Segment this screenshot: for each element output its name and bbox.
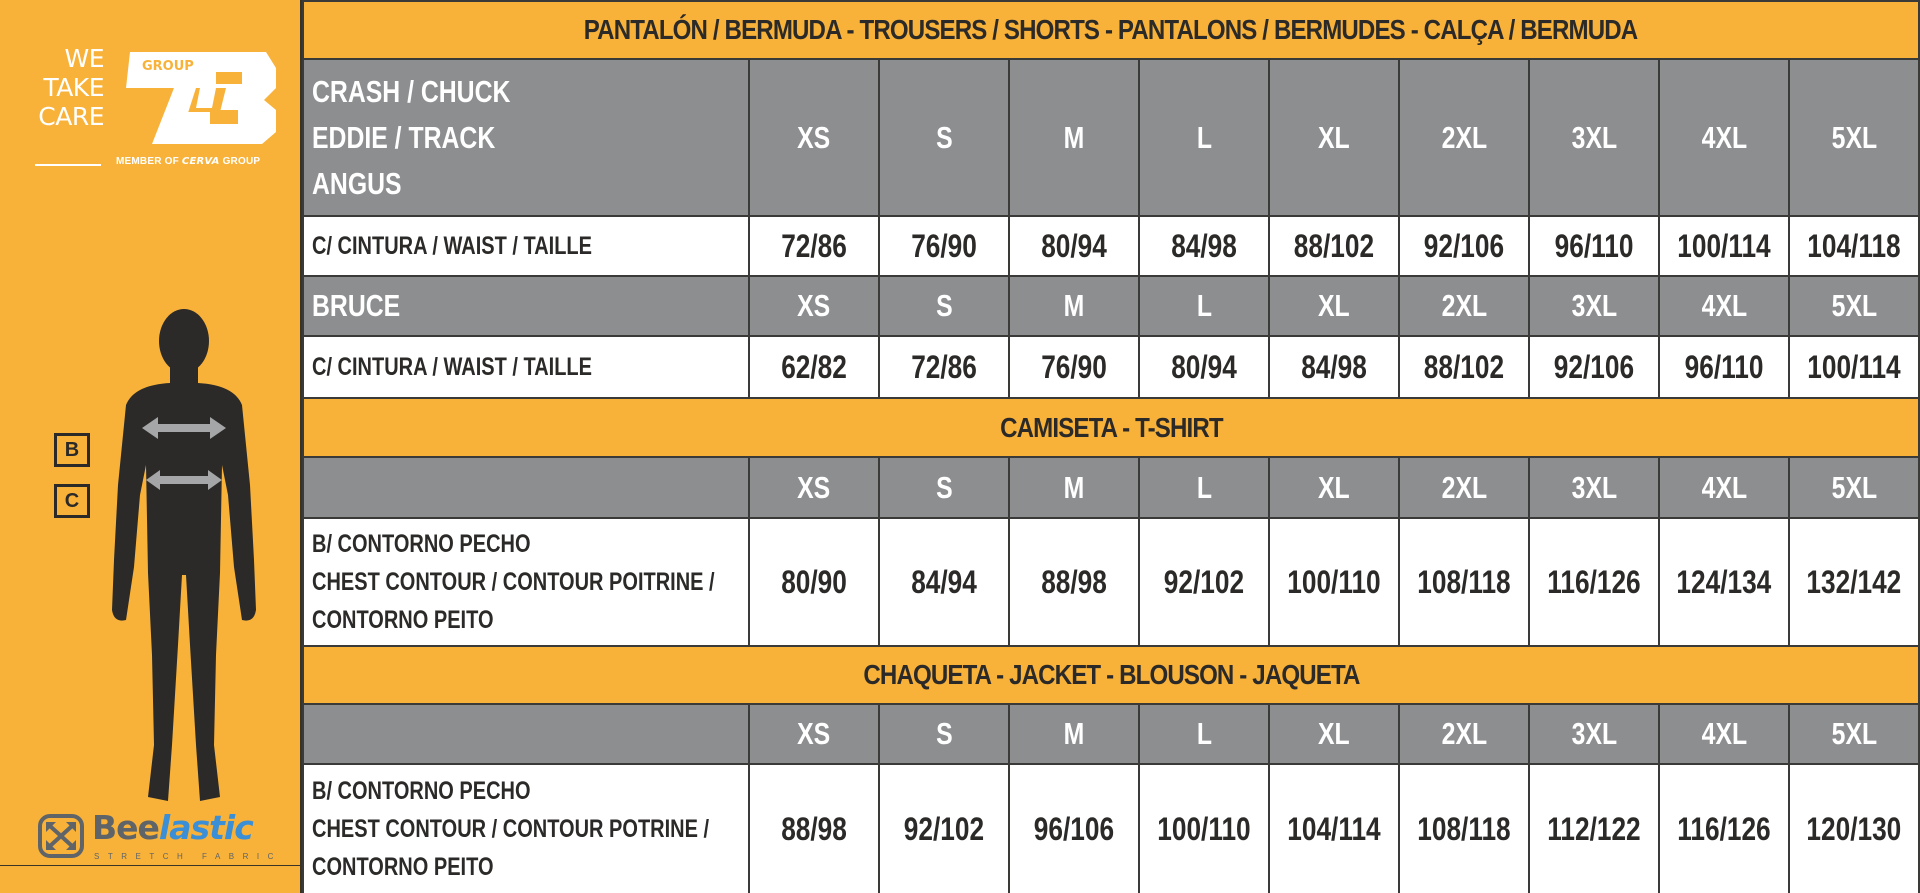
value-cell: 132/142	[1789, 518, 1919, 646]
size-header: S	[879, 704, 1009, 764]
jacket-title: CHAQUETA - JACKET - BLOUSON - JAQUETA	[862, 659, 1360, 690]
value-cell: 100/110	[1269, 518, 1399, 646]
value-cell: 124/134	[1659, 518, 1789, 646]
value-cell: 92/102	[1139, 518, 1269, 646]
size-table	[302, 0, 1920, 893]
tagline-line: CARE	[38, 102, 104, 131]
size-header: XL	[1269, 276, 1399, 336]
tagline-line: WE	[64, 44, 104, 73]
size-header: XS	[749, 59, 879, 216]
size-header: 3XL	[1529, 59, 1659, 216]
model-name: ANGUS	[312, 165, 402, 201]
value-cell: 76/90	[879, 216, 1009, 276]
svg-text:GROUP: GROUP	[142, 59, 194, 74]
cerva-brand: CERVA	[181, 156, 220, 167]
value-cell: 80/94	[1139, 336, 1269, 398]
member-suffix: GROUP	[222, 156, 261, 167]
size-header-row	[303, 704, 1919, 764]
measure-label: C/ CINTURA / WAIST / TAILLE	[303, 336, 749, 398]
size-header: 4XL	[1659, 457, 1789, 518]
size-header: S	[879, 457, 1009, 518]
model-names	[303, 704, 749, 764]
size-chart	[302, 0, 1920, 893]
sidebar	[0, 0, 302, 893]
value-cell: 84/98	[1269, 336, 1399, 398]
size-header: M	[1009, 276, 1139, 336]
value-cell: 108/118	[1399, 518, 1529, 646]
size-header: 4XL	[1659, 59, 1789, 216]
value-cell: 80/90	[749, 518, 879, 646]
value-cell: 100/114	[1659, 216, 1789, 276]
value-cell: 84/94	[879, 518, 1009, 646]
value-cell: 104/114	[1269, 764, 1399, 893]
beelastic-wordmark	[92, 808, 253, 847]
model-name: EDDIE / TRACK	[312, 119, 496, 155]
size-header: XL	[1269, 457, 1399, 518]
table-row	[303, 216, 1919, 276]
size-header: 2XL	[1399, 276, 1529, 336]
body-silhouette-icon	[104, 305, 264, 811]
size-header: S	[879, 59, 1009, 216]
size-header: 5XL	[1789, 457, 1919, 518]
model-name: CRASH / CHUCK	[312, 73, 511, 109]
size-header: XS	[749, 276, 879, 336]
stretch-arrows-icon	[36, 812, 86, 860]
size-header-row	[303, 59, 1919, 216]
size-header: S	[879, 276, 1009, 336]
value-cell: 100/114	[1789, 336, 1919, 398]
value-cell: 112/122	[1529, 764, 1659, 893]
tagline-line: TAKE	[43, 73, 104, 102]
member-prefix: MEMBER OF	[116, 156, 179, 167]
size-header: XS	[749, 457, 879, 518]
model-name: BRUCE	[312, 288, 401, 323]
value-cell: 88/102	[1269, 216, 1399, 276]
model-names	[303, 59, 749, 216]
size-header: L	[1139, 457, 1269, 518]
value-cell: 96/110	[1659, 336, 1789, 398]
beelastic-lastic: lastic	[158, 808, 253, 847]
section-title-trousers	[303, 1, 1919, 59]
size-header: 3XL	[1529, 457, 1659, 518]
size-header-row	[303, 276, 1919, 336]
value-cell: 80/94	[1009, 216, 1139, 276]
measure-label: C/ CINTURA / WAIST / TAILLE	[303, 216, 749, 276]
size-header: 3XL	[1529, 704, 1659, 764]
size-header: 2XL	[1399, 704, 1529, 764]
table-row	[303, 764, 1919, 893]
size-header: L	[1139, 704, 1269, 764]
value-cell: 96/110	[1529, 216, 1659, 276]
size-header: L	[1139, 59, 1269, 216]
trousers-title: PANTALÓN / BERMUDA - TROUSERS / SHORTS - PANTALONS / BERMUDES - CALÇA / BERMUDA	[584, 14, 1638, 45]
size-header: M	[1009, 704, 1139, 764]
size-header-row	[303, 457, 1919, 518]
size-header: 5XL	[1789, 59, 1919, 216]
value-cell: 72/86	[749, 216, 879, 276]
size-header: 3XL	[1529, 276, 1659, 336]
value-cell: 72/86	[879, 336, 1009, 398]
value-cell: 88/102	[1399, 336, 1529, 398]
beelastic-bee: Bee	[92, 808, 159, 847]
size-header: M	[1009, 59, 1139, 216]
size-header: 5XL	[1789, 276, 1919, 336]
value-cell: 120/130	[1789, 764, 1919, 893]
stretch-fabric-caption: STRETCH FABRIC	[94, 852, 282, 861]
value-cell: 92/106	[1399, 216, 1529, 276]
beelastic-logo	[34, 808, 282, 866]
table-row	[303, 336, 1919, 398]
measure-label: B/ CONTORNO PECHO CHEST CONTOUR / CONTOUR POITRINE / CONTORNO PEITO	[303, 518, 749, 646]
size-header: 5XL	[1789, 704, 1919, 764]
tb-group-logo-icon	[116, 48, 276, 144]
value-cell: 88/98	[749, 764, 879, 893]
section-title-tshirt	[303, 398, 1919, 457]
size-header: 4XL	[1659, 704, 1789, 764]
value-cell: 116/126	[1529, 518, 1659, 646]
value-cell: 116/126	[1659, 764, 1789, 893]
value-cell: 84/98	[1139, 216, 1269, 276]
model-names	[303, 276, 749, 336]
size-header: XL	[1269, 59, 1399, 216]
tshirt-title: CAMISETA - T-SHIRT	[999, 411, 1223, 443]
brand-tagline	[28, 44, 104, 131]
size-header: 4XL	[1659, 276, 1789, 336]
tagline-divider	[35, 164, 101, 166]
value-cell: 108/118	[1399, 764, 1529, 893]
value-cell: 104/118	[1789, 216, 1919, 276]
size-header: 2XL	[1399, 457, 1529, 518]
measure-label-b: B	[54, 433, 90, 467]
size-header: XL	[1269, 704, 1399, 764]
size-header: XS	[749, 704, 879, 764]
brand-block	[28, 44, 278, 174]
size-header: L	[1139, 276, 1269, 336]
value-cell: 100/110	[1139, 764, 1269, 893]
measure-label-c: C	[54, 484, 90, 518]
value-cell: 92/102	[879, 764, 1009, 893]
model-names	[303, 457, 749, 518]
value-cell: 62/82	[749, 336, 879, 398]
measure-label: B/ CONTORNO PECHO CHEST CONTOUR / CONTOUR POTRINE / CONTORNO PEITO	[303, 764, 749, 893]
table-row	[303, 518, 1919, 646]
member-of-cerva	[116, 156, 260, 167]
size-header: 2XL	[1399, 59, 1529, 216]
value-cell: 92/106	[1529, 336, 1659, 398]
section-title-jacket	[303, 646, 1919, 704]
sidebar-divider	[0, 865, 302, 866]
size-header: M	[1009, 457, 1139, 518]
value-cell: 96/106	[1009, 764, 1139, 893]
value-cell: 76/90	[1009, 336, 1139, 398]
value-cell: 88/98	[1009, 518, 1139, 646]
